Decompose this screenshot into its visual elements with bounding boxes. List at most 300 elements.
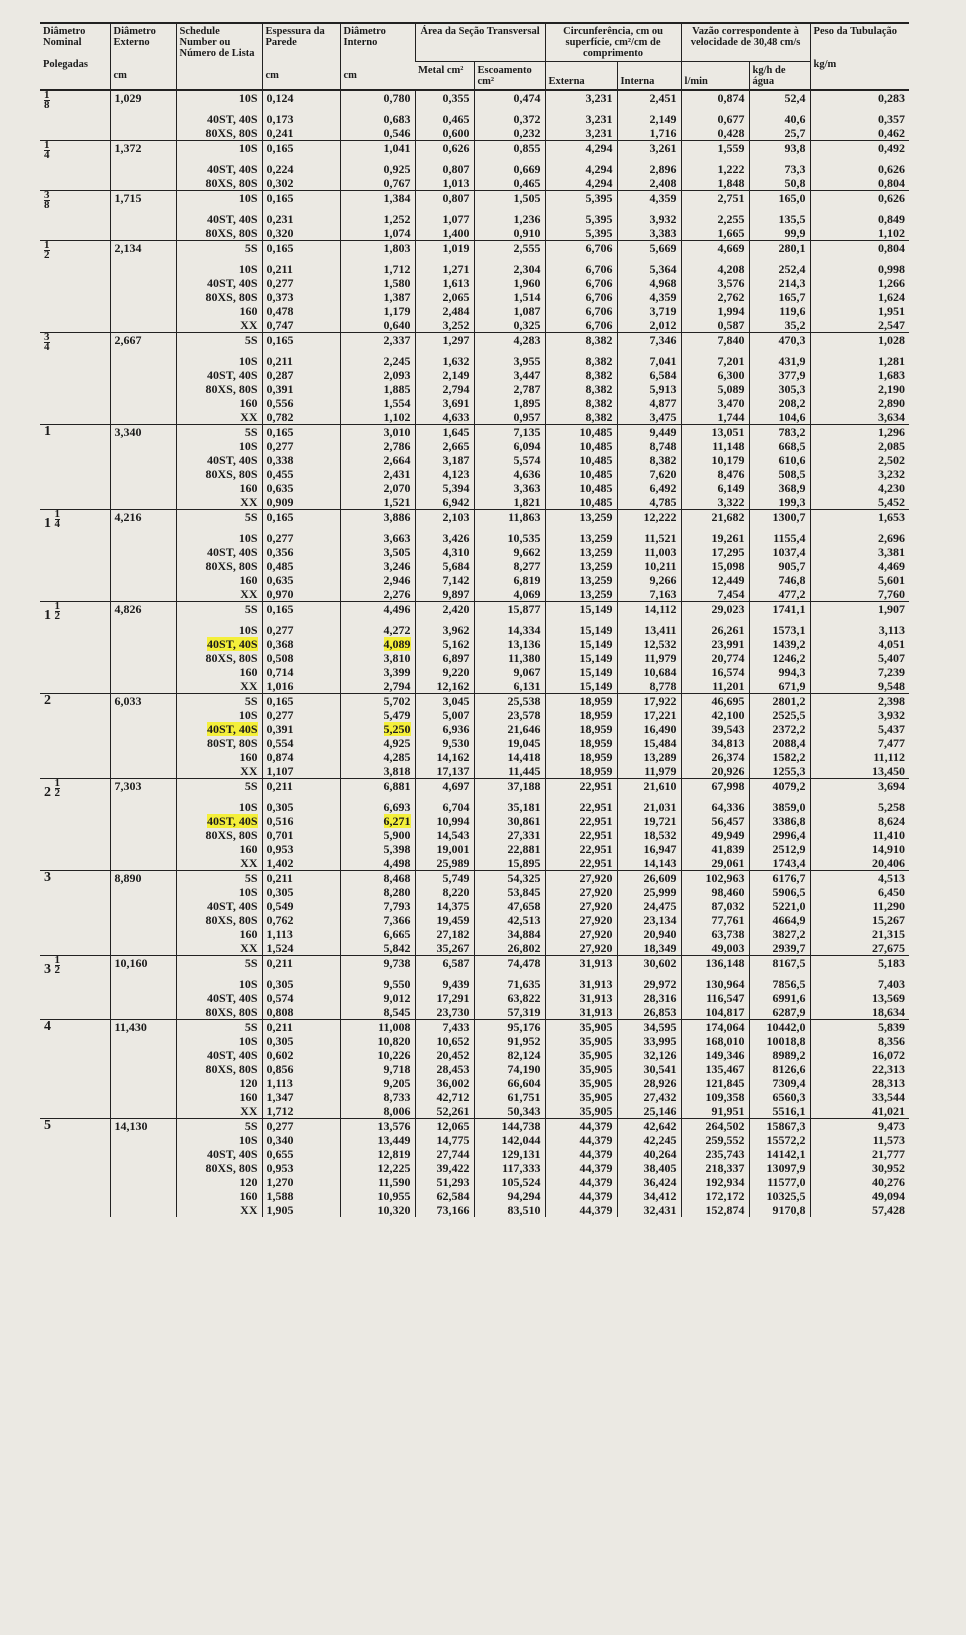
circ-internal: 33,995 xyxy=(617,1034,681,1048)
flow-lmin: 64,336 xyxy=(681,800,749,814)
wall-thickness: 0,124 xyxy=(262,90,340,112)
table-row xyxy=(40,510,909,532)
circ-internal: 34,412 xyxy=(617,1189,681,1203)
circ-internal: 28,316 xyxy=(617,991,681,1005)
flow-kgh: 905,7 xyxy=(749,559,810,573)
flow-kgh: 5516,1 xyxy=(749,1104,810,1119)
schedule: 80ST, 80S xyxy=(176,736,262,750)
external-diameter xyxy=(110,1005,176,1020)
table-row xyxy=(40,410,909,425)
circ-external: 8,382 xyxy=(545,368,617,382)
area-metal: 51,293 xyxy=(415,1175,474,1189)
table-row xyxy=(40,779,909,801)
flow-kgh: 73,3 xyxy=(749,162,810,176)
table-row xyxy=(40,276,909,290)
nominal-diameter xyxy=(40,1034,110,1048)
circ-internal: 18,532 xyxy=(617,828,681,842)
area-flow: 11,380 xyxy=(474,651,545,665)
table-row xyxy=(40,176,909,191)
circ-external: 10,485 xyxy=(545,467,617,481)
circ-external: 27,920 xyxy=(545,927,617,941)
external-diameter xyxy=(110,318,176,333)
circ-external: 44,379 xyxy=(545,1133,617,1147)
area-flow: 1,960 xyxy=(474,276,545,290)
area-metal: 5,684 xyxy=(415,559,474,573)
area-metal: 3,426 xyxy=(415,531,474,545)
area-flow: 129,131 xyxy=(474,1147,545,1161)
weight: 1,281 xyxy=(810,354,909,368)
table-row xyxy=(40,587,909,602)
nominal-diameter xyxy=(40,1133,110,1147)
flow-lmin: 21,682 xyxy=(681,510,749,532)
external-diameter xyxy=(110,176,176,191)
external-diameter xyxy=(110,1147,176,1161)
circ-external: 4,294 xyxy=(545,141,617,163)
table-row xyxy=(40,1147,909,1161)
table-row xyxy=(40,1020,909,1035)
schedule: 10S xyxy=(176,623,262,637)
weight: 0,492 xyxy=(810,141,909,163)
area-flow: 105,524 xyxy=(474,1175,545,1189)
external-diameter xyxy=(110,573,176,587)
circ-external: 22,951 xyxy=(545,779,617,801)
internal-diameter: 1,712 xyxy=(340,262,415,276)
circ-internal: 12,222 xyxy=(617,510,681,532)
circ-external: 31,913 xyxy=(545,977,617,991)
table-row xyxy=(40,764,909,779)
area-metal: 73,166 xyxy=(415,1203,474,1217)
area-metal: 9,897 xyxy=(415,587,474,602)
internal-diameter: 2,070 xyxy=(340,481,415,495)
flow-kgh: 14142,1 xyxy=(749,1147,810,1161)
flow-lmin: 98,460 xyxy=(681,885,749,899)
table-row xyxy=(40,318,909,333)
weight: 3,634 xyxy=(810,410,909,425)
flow-lmin: 49,949 xyxy=(681,828,749,842)
nominal-diameter xyxy=(40,368,110,382)
external-diameter xyxy=(110,587,176,602)
flow-kgh: 668,5 xyxy=(749,439,810,453)
wall-thickness: 0,165 xyxy=(262,602,340,624)
external-diameter: 10,160 xyxy=(110,956,176,978)
flow-kgh: 165,0 xyxy=(749,191,810,213)
external-diameter xyxy=(110,531,176,545)
flow-lmin: 3,576 xyxy=(681,276,749,290)
internal-diameter: 2,794 xyxy=(340,679,415,694)
area-flow: 47,658 xyxy=(474,899,545,913)
circ-internal: 30,541 xyxy=(617,1062,681,1076)
flow-kgh: 2939,7 xyxy=(749,941,810,956)
flow-kgh: 6560,3 xyxy=(749,1090,810,1104)
area-metal: 3,691 xyxy=(415,396,474,410)
circ-internal: 11,979 xyxy=(617,764,681,779)
flow-kgh: 214,3 xyxy=(749,276,810,290)
size-group xyxy=(40,1119,909,1218)
weight: 1,624 xyxy=(810,290,909,304)
schedule: 160 xyxy=(176,1090,262,1104)
external-diameter xyxy=(110,368,176,382)
schedule: 40ST, 40S xyxy=(176,276,262,290)
area-flow: 6,819 xyxy=(474,573,545,587)
circ-internal: 17,922 xyxy=(617,694,681,709)
table-row xyxy=(40,191,909,213)
circ-internal: 13,289 xyxy=(617,750,681,764)
flow-lmin: 3,470 xyxy=(681,396,749,410)
flow-kgh: 2996,4 xyxy=(749,828,810,842)
weight: 6,450 xyxy=(810,885,909,899)
size-group xyxy=(40,333,909,425)
flow-lmin: 0,874 xyxy=(681,90,749,112)
flow-lmin: 1,222 xyxy=(681,162,749,176)
internal-diameter: 1,803 xyxy=(340,241,415,263)
area-metal: 1,019 xyxy=(415,241,474,263)
wall-thickness: 0,714 xyxy=(262,665,340,679)
nominal-diameter xyxy=(40,1005,110,1020)
circ-external: 31,913 xyxy=(545,991,617,1005)
weight: 7,239 xyxy=(810,665,909,679)
schedule: 5S xyxy=(176,779,262,801)
weight: 1,266 xyxy=(810,276,909,290)
circ-internal: 10,211 xyxy=(617,559,681,573)
area-metal: 1,645 xyxy=(415,425,474,440)
internal-diameter: 9,550 xyxy=(340,977,415,991)
internal-diameter: 9,718 xyxy=(340,1062,415,1076)
nominal-diameter xyxy=(40,290,110,304)
area-metal: 12,162 xyxy=(415,679,474,694)
circ-internal: 14,112 xyxy=(617,602,681,624)
area-metal: 0,807 xyxy=(415,191,474,213)
weight: 1,907 xyxy=(810,602,909,624)
weight: 1,028 xyxy=(810,333,909,355)
flow-lmin: 149,346 xyxy=(681,1048,749,1062)
flow-lmin: 116,547 xyxy=(681,991,749,1005)
table-row xyxy=(40,531,909,545)
table-row xyxy=(40,453,909,467)
schedule: 40ST, 40S xyxy=(176,112,262,126)
internal-diameter: 0,640 xyxy=(340,318,415,333)
area-metal: 19,001 xyxy=(415,842,474,856)
internal-diameter: 12,225 xyxy=(340,1161,415,1175)
area-flow: 83,510 xyxy=(474,1203,545,1217)
wall-thickness: 1,905 xyxy=(262,1203,340,1217)
table-row xyxy=(40,1090,909,1104)
area-flow: 54,325 xyxy=(474,871,545,886)
external-diameter xyxy=(110,481,176,495)
internal-diameter: 8,280 xyxy=(340,885,415,899)
area-metal: 14,543 xyxy=(415,828,474,842)
weight: 4,469 xyxy=(810,559,909,573)
area-flow: 1,505 xyxy=(474,191,545,213)
circ-internal: 42,642 xyxy=(617,1119,681,1134)
area-metal: 42,712 xyxy=(415,1090,474,1104)
weight: 0,804 xyxy=(810,241,909,263)
wall-thickness: 0,277 xyxy=(262,1119,340,1134)
flow-kgh: 477,2 xyxy=(749,587,810,602)
internal-diameter: 10,226 xyxy=(340,1048,415,1062)
nominal-diameter xyxy=(40,162,110,176)
nominal-diameter xyxy=(40,126,110,141)
nominal-diameter: 3 xyxy=(44,870,51,885)
flow-lmin: 0,428 xyxy=(681,126,749,141)
external-diameter xyxy=(110,623,176,637)
internal-diameter: 9,012 xyxy=(340,991,415,1005)
wall-thickness: 0,356 xyxy=(262,545,340,559)
flow-kgh: 1037,4 xyxy=(749,545,810,559)
table-row xyxy=(40,602,909,624)
external-diameter xyxy=(110,913,176,927)
table-row xyxy=(40,1203,909,1217)
flow-kgh: 50,8 xyxy=(749,176,810,191)
circ-internal: 26,609 xyxy=(617,871,681,886)
area-metal: 6,704 xyxy=(415,800,474,814)
circ-external: 22,951 xyxy=(545,814,617,828)
external-diameter xyxy=(110,1034,176,1048)
nominal-diameter xyxy=(40,842,110,856)
flow-lmin: 19,261 xyxy=(681,531,749,545)
circ-internal: 2,149 xyxy=(617,112,681,126)
nominal-diameter xyxy=(40,651,110,665)
header-flow: Vazão correspondente à velocidade de 30,48 cm/s xyxy=(681,23,810,62)
table-row xyxy=(40,90,909,112)
wall-thickness: 0,231 xyxy=(262,212,340,226)
external-diameter xyxy=(110,800,176,814)
weight: 1,102 xyxy=(810,226,909,241)
flow-lmin: 174,064 xyxy=(681,1020,749,1035)
flow-lmin: 235,743 xyxy=(681,1147,749,1161)
schedule: 80XS, 80S xyxy=(176,467,262,481)
flow-kgh: 377,9 xyxy=(749,368,810,382)
nominal-diameter xyxy=(40,1090,110,1104)
area-flow: 30,861 xyxy=(474,814,545,828)
external-diameter: 4,216 xyxy=(110,510,176,532)
header-flow-lmin: l/min xyxy=(681,62,749,91)
size-group xyxy=(40,602,909,694)
flow-lmin: 6,149 xyxy=(681,481,749,495)
schedule: 40ST, 40S xyxy=(176,368,262,382)
flow-lmin: 4,669 xyxy=(681,241,749,263)
flow-kgh: 93,8 xyxy=(749,141,810,163)
table-row xyxy=(40,708,909,722)
nominal-diameter xyxy=(40,467,110,481)
area-flow: 11,445 xyxy=(474,764,545,779)
nominal-diameter xyxy=(40,665,110,679)
weight: 28,313 xyxy=(810,1076,909,1090)
schedule: 40ST, 40S xyxy=(176,1048,262,1062)
flow-kgh: 610,6 xyxy=(749,453,810,467)
schedule: 40ST, 40S xyxy=(176,212,262,226)
flow-kgh: 40,6 xyxy=(749,112,810,126)
wall-thickness: 0,277 xyxy=(262,708,340,722)
flow-kgh: 6176,7 xyxy=(749,871,810,886)
weight: 11,290 xyxy=(810,899,909,913)
area-flow: 9,662 xyxy=(474,545,545,559)
nominal-diameter xyxy=(40,439,110,453)
internal-diameter: 6,665 xyxy=(340,927,415,941)
nominal-diameter xyxy=(40,587,110,602)
area-metal: 62,584 xyxy=(415,1189,474,1203)
flow-lmin: 20,926 xyxy=(681,764,749,779)
schedule: 10S xyxy=(176,531,262,545)
circ-external: 18,959 xyxy=(545,750,617,764)
circ-external: 5,395 xyxy=(545,226,617,241)
header-external: Diâmetro Externo cm xyxy=(110,23,176,90)
nominal-diameter xyxy=(40,764,110,779)
nominal-diameter xyxy=(40,1203,110,1217)
weight: 2,190 xyxy=(810,382,909,396)
area-metal: 2,794 xyxy=(415,382,474,396)
wall-thickness: 0,953 xyxy=(262,1161,340,1175)
internal-diameter: 5,398 xyxy=(340,842,415,856)
pipe-dimensions-table xyxy=(40,22,909,1217)
internal-diameter: 2,664 xyxy=(340,453,415,467)
wall-thickness: 0,338 xyxy=(262,453,340,467)
table-row xyxy=(40,112,909,126)
flow-kgh: 5221,0 xyxy=(749,899,810,913)
flow-lmin: 15,098 xyxy=(681,559,749,573)
nominal-diameter: 3 $\frac{1}{2}$ xyxy=(44,954,60,977)
area-flow: 82,124 xyxy=(474,1048,545,1062)
area-metal: 1,077 xyxy=(415,212,474,226)
weight: 41,021 xyxy=(810,1104,909,1119)
flow-lmin: 7,840 xyxy=(681,333,749,355)
wall-thickness: 0,556 xyxy=(262,396,340,410)
external-diameter xyxy=(110,991,176,1005)
wall-thickness: 0,305 xyxy=(262,1034,340,1048)
external-diameter xyxy=(110,290,176,304)
schedule: XX xyxy=(176,1203,262,1217)
flow-kgh: 2801,2 xyxy=(749,694,810,709)
area-flow: 21,646 xyxy=(474,722,545,736)
flow-kgh: 208,2 xyxy=(749,396,810,410)
area-flow: 0,669 xyxy=(474,162,545,176)
flow-lmin: 39,543 xyxy=(681,722,749,736)
weight: 27,675 xyxy=(810,941,909,956)
area-flow: 42,513 xyxy=(474,913,545,927)
area-metal: 0,600 xyxy=(415,126,474,141)
area-flow: 8,277 xyxy=(474,559,545,573)
nominal-diameter xyxy=(40,722,110,736)
nominal-diameter: $\frac{3}{4}$ xyxy=(44,331,50,353)
weight: 7,477 xyxy=(810,736,909,750)
external-diameter xyxy=(110,226,176,241)
circ-external: 8,382 xyxy=(545,333,617,355)
schedule: 40ST, 40S xyxy=(176,991,262,1005)
internal-diameter: 2,431 xyxy=(340,467,415,481)
table-row xyxy=(40,871,909,886)
area-flow: 3,955 xyxy=(474,354,545,368)
area-metal: 0,355 xyxy=(415,90,474,112)
header-circumference: Circunferência, cm ou superfície, cm²/cm de comprimento xyxy=(545,23,681,62)
wall-thickness: 1,347 xyxy=(262,1090,340,1104)
schedule: XX xyxy=(176,679,262,694)
area-metal: 6,897 xyxy=(415,651,474,665)
internal-diameter: 9,738 xyxy=(340,956,415,978)
circ-external: 15,149 xyxy=(545,679,617,694)
area-metal: 6,942 xyxy=(415,495,474,510)
area-metal: 1,013 xyxy=(415,176,474,191)
flow-kgh: 8167,5 xyxy=(749,956,810,978)
schedule: 5S xyxy=(176,871,262,886)
wall-thickness: 0,455 xyxy=(262,467,340,481)
nominal-diameter: 5 xyxy=(44,1118,51,1133)
nominal-diameter xyxy=(40,481,110,495)
weight: 21,777 xyxy=(810,1147,909,1161)
schedule: 40ST, 40S xyxy=(176,814,262,828)
circ-internal: 11,003 xyxy=(617,545,681,559)
external-diameter: 2,667 xyxy=(110,333,176,355)
circ-external: 10,485 xyxy=(545,481,617,495)
table-row xyxy=(40,828,909,842)
circ-external: 27,920 xyxy=(545,871,617,886)
circ-internal: 2,012 xyxy=(617,318,681,333)
external-diameter xyxy=(110,856,176,871)
circ-internal: 40,264 xyxy=(617,1147,681,1161)
nominal-diameter xyxy=(40,899,110,913)
weight: 2,398 xyxy=(810,694,909,709)
nominal-diameter xyxy=(40,545,110,559)
area-metal: 5,007 xyxy=(415,708,474,722)
area-metal: 10,994 xyxy=(415,814,474,828)
nominal-diameter xyxy=(40,708,110,722)
nominal-diameter xyxy=(40,828,110,842)
weight: 5,407 xyxy=(810,651,909,665)
weight: 13,569 xyxy=(810,991,909,1005)
area-metal: 3,045 xyxy=(415,694,474,709)
schedule: 10S xyxy=(176,354,262,368)
flow-lmin: 121,845 xyxy=(681,1076,749,1090)
nominal-diameter: $\frac{1}{2}$ xyxy=(44,239,50,261)
circ-internal: 25,999 xyxy=(617,885,681,899)
header-schedule: Schedule Number ou Número de Lista xyxy=(176,23,262,90)
flow-kgh: 104,6 xyxy=(749,410,810,425)
flow-kgh: 1582,2 xyxy=(749,750,810,764)
circ-internal: 4,968 xyxy=(617,276,681,290)
flow-kgh: 305,3 xyxy=(749,382,810,396)
circ-external: 10,485 xyxy=(545,495,617,510)
schedule: 10S xyxy=(176,800,262,814)
area-metal: 17,137 xyxy=(415,764,474,779)
schedule: 80XS, 80S xyxy=(176,226,262,241)
circ-internal: 2,408 xyxy=(617,176,681,191)
area-flow: 4,069 xyxy=(474,587,545,602)
circ-internal: 25,146 xyxy=(617,1104,681,1119)
area-metal: 17,291 xyxy=(415,991,474,1005)
weight: 5,183 xyxy=(810,956,909,978)
wall-thickness: 0,165 xyxy=(262,425,340,440)
table-row xyxy=(40,354,909,368)
external-diameter xyxy=(110,495,176,510)
wall-thickness: 0,808 xyxy=(262,1005,340,1020)
internal-diameter: 5,702 xyxy=(340,694,415,709)
nominal-diameter xyxy=(40,750,110,764)
external-diameter xyxy=(110,927,176,941)
external-diameter: 8,890 xyxy=(110,871,176,886)
weight: 18,634 xyxy=(810,1005,909,1020)
circ-internal: 10,684 xyxy=(617,665,681,679)
circ-external: 15,149 xyxy=(545,623,617,637)
area-metal: 2,149 xyxy=(415,368,474,382)
header-circ-external: Externa xyxy=(545,62,617,91)
size-group xyxy=(40,871,909,956)
circ-external: 10,485 xyxy=(545,439,617,453)
table-row xyxy=(40,623,909,637)
internal-diameter: 4,272 xyxy=(340,623,415,637)
wall-thickness: 1,113 xyxy=(262,927,340,941)
table-row xyxy=(40,750,909,764)
circ-internal: 3,719 xyxy=(617,304,681,318)
schedule: 5S xyxy=(176,956,262,978)
area-metal: 14,162 xyxy=(415,750,474,764)
